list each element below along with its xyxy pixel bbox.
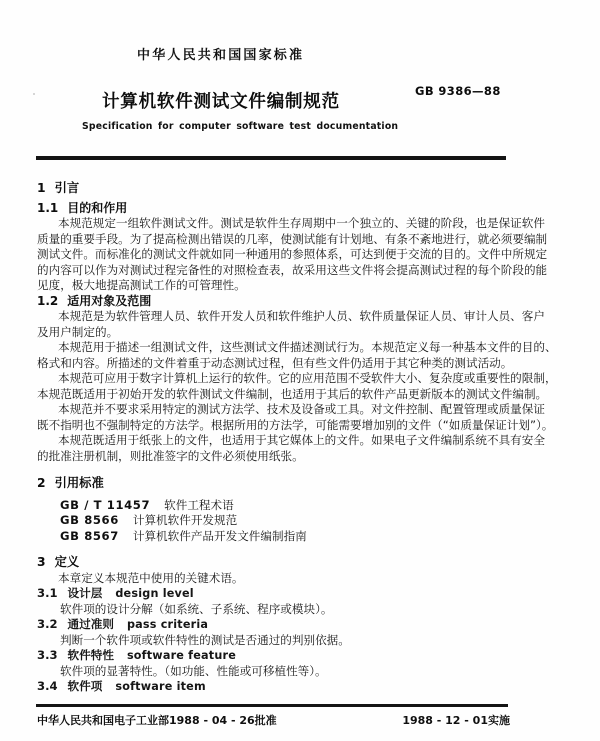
- term-3-1-heading: [37, 586, 553, 602]
- paragraph-line: 质量的重要手段。为了提高检测出错误的几率，使测试能有计划地、有条不紊地进行，就必须要编制: [37, 231, 548, 246]
- section-1-heading: [37, 181, 553, 197]
- paragraph-line: 的批准注册机制，则批准签字的文件必须使用纸张。: [37, 448, 304, 463]
- term-chinese: 软件特性: [67, 648, 114, 662]
- scan-speck: [33, 93, 35, 95]
- term-3-2-heading: [37, 617, 553, 633]
- section-2-heading: [37, 476, 553, 492]
- section-1-title: 引言: [54, 181, 80, 195]
- reference-code: GB 8566: [60, 513, 119, 527]
- term-chinese: 设计层: [67, 586, 103, 600]
- paragraph-line: 本规范既适用于纸张上的文件，也适用于其它媒体上的文件。如果电子文件编制系统不具有安全: [58, 433, 545, 447]
- term-3-4-heading: [37, 679, 553, 695]
- paragraph-line: 本规范可应用于数字计算机上运行的软件。它的应用范围不受软件大小、复杂度或重要性的限制，: [58, 371, 557, 385]
- term-chinese: 通过准则: [67, 617, 114, 631]
- reference-item: [37, 498, 553, 514]
- section-3-number: 3: [37, 555, 46, 569]
- term-number: 3.1: [37, 586, 58, 600]
- term-english: software feature: [126, 649, 237, 662]
- term-3-3-heading: [37, 648, 553, 664]
- section-3-title: 定义: [54, 555, 80, 569]
- section-2-title: 引用标准: [54, 476, 104, 490]
- paragraph-line: 本规范用于描述一组测试文件，这些测试文件描述测试行为。本规范定义每一种基本文件的目的、: [58, 340, 557, 354]
- paragraph-line: 测试文件。而标准化的测试文件就如同一种通用的参照体系，可达到便于交流的目的。文件中所规定: [37, 247, 548, 261]
- section-1-1-title: 目的和作用: [67, 200, 128, 215]
- term-english: pass criteria: [126, 618, 209, 631]
- paragraph-line: 格式和内容。所描述的文件着重于动态测试过程，但有些文件仍适用于其它种类的测试活动。: [37, 355, 513, 370]
- paragraph-line: 本规范既适用于初始开发的软件测试文件编制，也适用于其后的软件产品更新版本的测试文件编制。: [37, 386, 548, 401]
- paragraph-line: 本规范规定一组软件测试文件。测试是软件生存周期中一个独立的、关键的阶段，也是保证软件: [58, 216, 545, 230]
- paragraph-line: 既不指明也不强制特定的方法学。根据所用的方法学，可能需要增加别的文件（“如质量保证计划”）。: [37, 417, 554, 432]
- document-body: [37, 181, 557, 695]
- section-3-intro: 本章定义本规范中使用的关键术语。: [58, 570, 244, 585]
- paragraph-line: 本规范是为软件管理人员、软件开发人员和软件维护人员、软件质量保证人员、审计人员、客户: [58, 309, 545, 323]
- paragraph-line: 的内容可以作为对测试过程完备性的对照检查表，故采用这些文件将会提高测试过程的每个阶段的能: [37, 262, 548, 277]
- footer-divider-rule: [36, 704, 508, 707]
- reference-item: [37, 513, 553, 529]
- reference-code: GB / T 11457: [60, 497, 151, 512]
- paragraph-line: 本规范并不要求采用特定的测试方法学、技术及设备或工具。对文件控制、配置管理或质量保证: [58, 402, 545, 416]
- national-standard-label: 中华人民共和国国家标准: [137, 48, 305, 63]
- paragraph-line: 见度，极大地提高测试工作的可管理性。: [37, 278, 246, 292]
- section-1-1-number: 1.1: [37, 200, 59, 215]
- section-1-2-number: 1.2: [37, 293, 59, 308]
- term-number: 3.4: [37, 679, 58, 693]
- term-definition: 判断一个软件项或软件特性的测试是否通过的判别依据。: [60, 632, 350, 647]
- standard-number: GB 9386—88: [415, 84, 501, 98]
- reference-item: [37, 529, 553, 545]
- term-english: design level: [115, 587, 194, 600]
- english-title: Specification for computer software test documentation: [82, 121, 399, 132]
- section-2-number: 2: [37, 476, 46, 490]
- reference-title: 计算机软件产品开发文件编制指南: [132, 528, 307, 543]
- document-title: 计算机软件测试文件编制规范: [102, 92, 340, 112]
- term-number: 3.3: [37, 648, 58, 662]
- paragraph-line: 及用户制定的。: [37, 324, 119, 339]
- term-definition: 软件项的设计分解（如系统、子系统、程序或模块）。: [60, 601, 333, 616]
- reference-title: 软件工程术语: [164, 497, 234, 512]
- section-1-number: 1: [37, 181, 46, 195]
- implementation-note: 1988 - 12 - 01实施: [402, 714, 510, 727]
- section-1-2-title: 适用对象及范围: [67, 293, 152, 308]
- reference-title: 计算机软件开发规范: [132, 513, 238, 527]
- term-english: software item: [115, 680, 206, 693]
- term-definition: 软件项的显著特性。（如功能、性能或可移植性等）。: [60, 663, 327, 678]
- reference-code: GB 8567: [60, 528, 119, 543]
- section-1-2-heading: [37, 294, 553, 310]
- section-1-1-heading: [37, 201, 553, 217]
- term-number: 3.2: [37, 617, 58, 631]
- approval-note: 中华人民共和国电子工业部1988 - 04 - 26批准: [37, 714, 277, 727]
- section-3-heading: [37, 555, 553, 571]
- term-chinese: 软件项: [67, 679, 103, 693]
- header-divider-rule: [36, 156, 506, 160]
